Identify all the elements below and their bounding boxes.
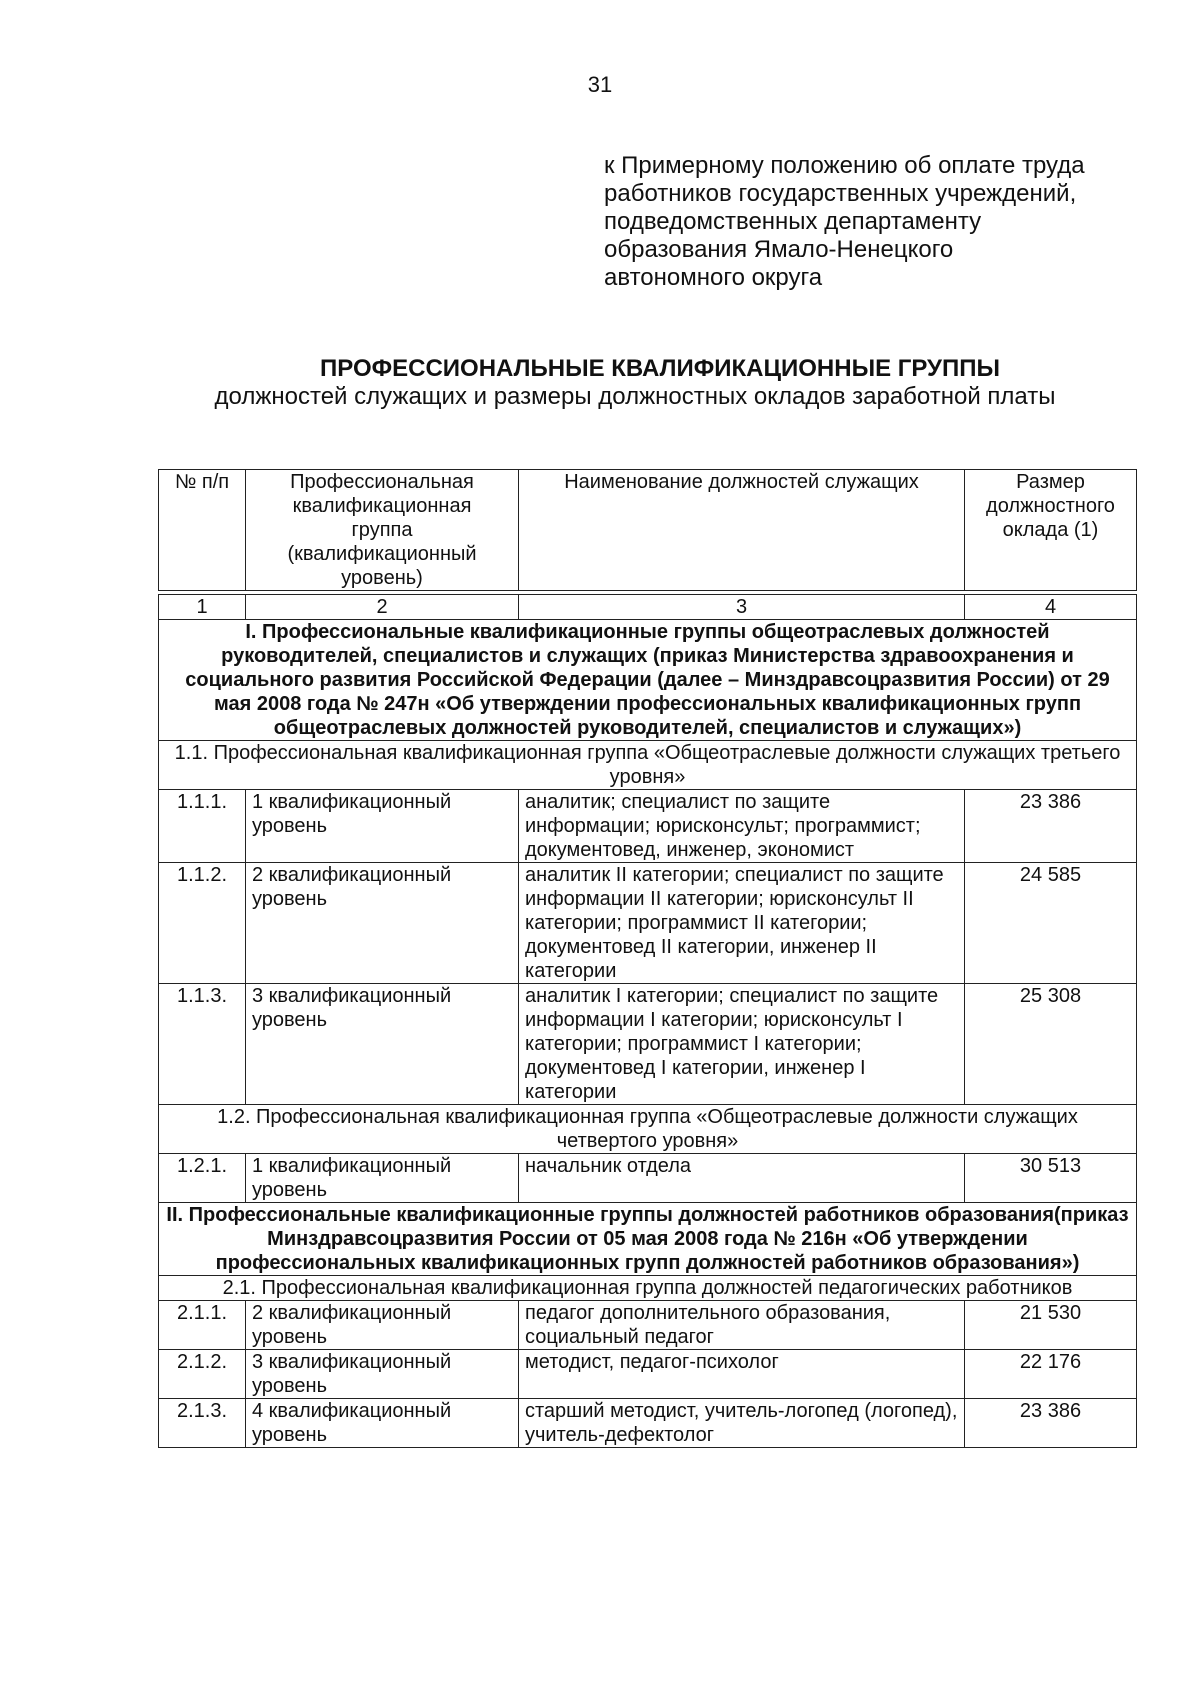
document-title: ПРОФЕССИОНАЛЬНЫЕ КВАЛИФИКАЦИОННЫЕ ГРУППЫ xyxy=(320,355,1000,382)
qualification-level: 3 квалификационный уровень xyxy=(246,984,519,1105)
position-names: аналитик I категории; специалист по защите информации I категории; юрисконсульт I категории; программист I категории; документовед I категории, инженер I категории xyxy=(519,984,965,1105)
position-names: методист, педагог-психолог xyxy=(519,1350,965,1399)
annex-line: образования Ямало-Ненецкого xyxy=(604,236,954,263)
section-row xyxy=(159,620,1137,741)
group-title: 1.1. Профессиональная квалификационная группа «Общеотраслевые должности служащих третьего уровня» xyxy=(159,741,1137,790)
group-row xyxy=(159,1276,1137,1301)
column-number: 2 xyxy=(246,595,519,620)
table-row xyxy=(159,863,1137,984)
row-number: 1.1.2. xyxy=(159,863,246,984)
table-row xyxy=(159,1301,1137,1350)
salary-value: 22 176 xyxy=(965,1350,1137,1399)
annex-line: к Примерному положению об оплате труда xyxy=(604,152,1085,179)
table-header-row xyxy=(159,470,1137,591)
table-row xyxy=(159,790,1137,863)
row-number: 1.1.3. xyxy=(159,984,246,1105)
section-title: I. Профессиональные квалификационные группы общеотраслевых должностей руководителей, специалистов и служащих (приказ Министерства здравоохранения и социального развития Российской Федерации (далее – Минздравсоцразвития России) от 29 мая 2008 года № 247н «Об утверждении профессиональных квалификационных групп общеотраслевых должностей руководителей, специалистов и служащих») xyxy=(159,620,1137,741)
table-row xyxy=(159,1399,1137,1448)
header-positions: Наименование должностей служащих xyxy=(519,470,965,591)
salary-value: 21 530 xyxy=(965,1301,1137,1350)
header-group: Профессиональная квалификационная группа (квалификационный уровень) xyxy=(246,470,519,591)
annex-line: подведомственных департаменту xyxy=(604,208,982,235)
salary-value: 25 308 xyxy=(965,984,1137,1105)
table-row xyxy=(159,1154,1137,1203)
position-names: старший методист, учитель-логопед (логопед), учитель-дефектолог xyxy=(519,1399,965,1448)
column-number: 3 xyxy=(519,595,965,620)
section-row xyxy=(159,1203,1137,1276)
position-names: начальник отдела xyxy=(519,1154,965,1203)
qualification-level: 3 квалификационный уровень xyxy=(246,1350,519,1399)
row-number: 1.1.1. xyxy=(159,790,246,863)
salary-value: 23 386 xyxy=(965,790,1137,863)
page-number: 31 xyxy=(587,72,613,97)
qualification-groups-table xyxy=(158,469,1137,1448)
annex-line: автономного округа xyxy=(604,264,823,291)
salary-value: 30 513 xyxy=(965,1154,1137,1203)
group-title: 2.1. Профессиональная квалификационная группа должностей педагогических работников xyxy=(159,1276,1137,1301)
row-number: 2.1.2. xyxy=(159,1350,246,1399)
position-names: аналитик II категории; специалист по защите информации II категории; юрисконсульт II категории; программист II категории; документовед II категории, инженер II категории xyxy=(519,863,965,984)
column-number: 1 xyxy=(159,595,246,620)
table-row xyxy=(159,1350,1137,1399)
header-salary: Размер должностного оклада (1) xyxy=(965,470,1137,591)
qualification-level: 1 квалификационный уровень xyxy=(246,790,519,863)
qualification-level: 4 квалификационный уровень xyxy=(246,1399,519,1448)
section-title: II. Профессиональные квалификационные группы должностей работников образования(приказ Минздравсоцразвития России от 05 мая 2008 года № 216н «Об утверждении профессиональных квалификационных групп должностей работников образования») xyxy=(159,1203,1137,1276)
group-row xyxy=(159,1105,1137,1154)
qualification-level: 1 квалификационный уровень xyxy=(246,1154,519,1203)
table-row xyxy=(159,984,1137,1105)
group-row xyxy=(159,741,1137,790)
qualification-level: 2 квалификационный уровень xyxy=(246,863,519,984)
group-title: 1.2. Профессиональная квалификационная группа «Общеотраслевые должности служащих четвертого уровня» xyxy=(159,1105,1137,1154)
column-numbers-row xyxy=(159,595,1137,620)
row-number: 2.1.3. xyxy=(159,1399,246,1448)
salary-value: 23 386 xyxy=(965,1399,1137,1448)
annex-line: работников государственных учреждений, xyxy=(604,180,1077,207)
document-subtitle: должностей служащих и размеры должностных окладов заработной платы xyxy=(214,383,1056,410)
row-number: 2.1.1. xyxy=(159,1301,246,1350)
row-number: 1.2.1. xyxy=(159,1154,246,1203)
annex-reference xyxy=(604,152,1164,292)
column-number: 4 xyxy=(965,595,1137,620)
header-num: № п/п xyxy=(159,470,246,591)
qualification-level: 2 квалификационный уровень xyxy=(246,1301,519,1350)
position-names: аналитик; специалист по защите информации; юрисконсульт; программист; документовед, инженер, экономист xyxy=(519,790,965,863)
position-names: педагог дополнительного образования, социальный педагог xyxy=(519,1301,965,1350)
salary-value: 24 585 xyxy=(965,863,1137,984)
